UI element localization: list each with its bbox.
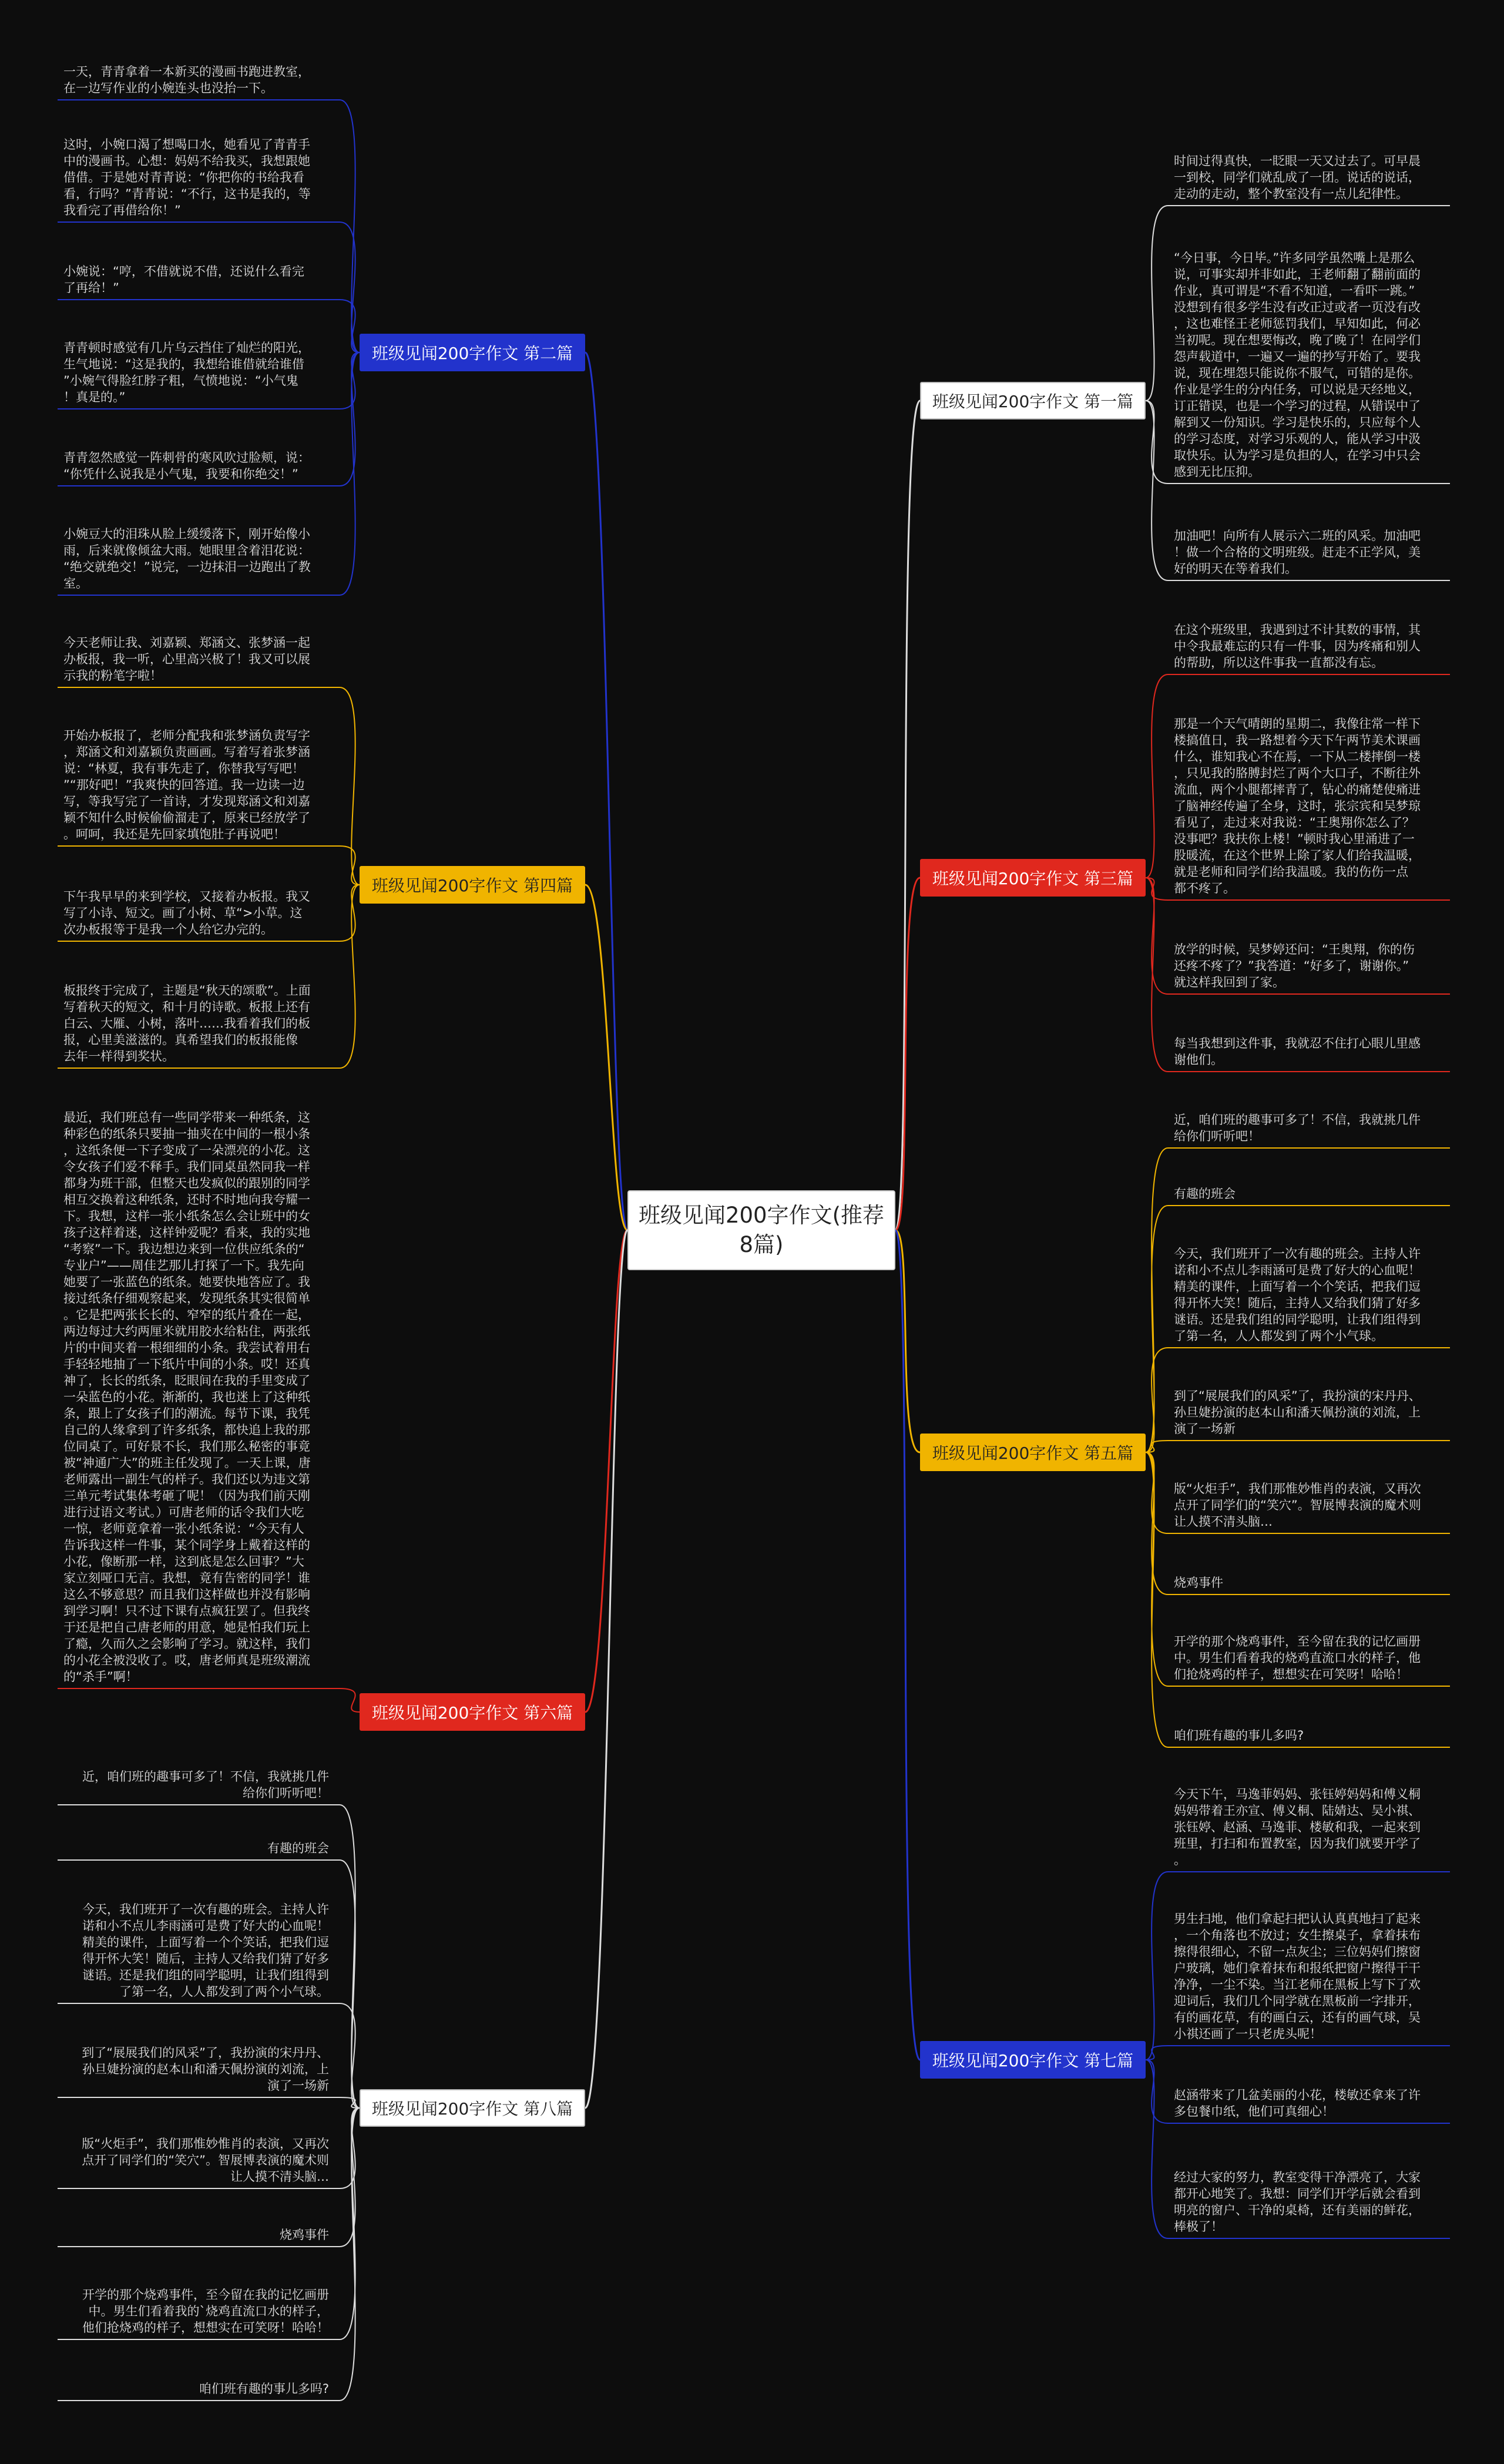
leaf-text: 下午我早早的来到学校，又接着办板报。我又 写了小诗、短文。画了小树、草“>小草。这 次办板报等于是我一个人给它办完的。	[63, 889, 310, 936]
leaf-text: 今天，我们班开了一次有趣的班会。主持人许 诺和小不点儿李雨涵可是费了好大的心血呢！ 精美的课件，上面写着一个个笑话，把我们逗 得开怀大笑！随后，主持人又给我们猜了好多 谜语。还是我们组的同学聪明，让我们组得到 了第一名，人人都发到了两个小气球。	[82, 1902, 329, 1999]
branch-b6[interactable]	[360, 1693, 585, 1731]
branch-b8[interactable]	[360, 2089, 585, 2127]
leaf-text: 到了“展展我们的风采”了，我扮演的宋丹丹、 孙旦婕扮演的赵本山和潘天佩扮演的刘流，上 演了一场新	[82, 2046, 329, 2093]
leaf-text: 有趣的班会	[267, 1841, 329, 1855]
leaf-text: 今天下午，马逸菲妈妈、张钰婷妈妈和傅义桐 妈妈带着王亦宣、傅义桐、陆婧达、吴小祺、 张钰婷、赵涵、马逸菲、楼敏和我，一起来到 班里，打扫和布置教室，因为我们就要开学了 。	[1174, 1787, 1421, 1867]
branch-b1[interactable]	[920, 382, 1146, 419]
connector-line	[585, 353, 627, 1230]
branch-b5[interactable]	[920, 1434, 1146, 1471]
leaf-text: 烧鸡事件	[280, 2228, 329, 2242]
leaf-text: 烧鸡事件	[1174, 1576, 1223, 1590]
branch-b7[interactable]	[920, 2041, 1146, 2079]
leaf-text: 今天，我们班开了一次有趣的班会。主持人许 诺和小不点儿李雨涵可是费了好大的心血呢！ 精美的课件，上面写着一个个笑话，把我们逗 得开怀大笑！随后，主持人又给我们猜了好多 谜语。还是我们组的同学聪明，让我们组得到 了第一名，人人都发到了两个小气球。	[1174, 1247, 1421, 1343]
leaf-text: 开学的那个烧鸡事件，至今留在我的记忆画册 中。男生们看着我的`烧鸡直流口水的样子， 他们抢烧鸡的样子，想想实在可笑呀！哈哈！	[82, 2288, 329, 2335]
branch-label: 班级见闻200字作文 第七篇	[932, 2051, 1134, 2070]
leaf-text: 一天，青青拿着一本新买的漫画书跑进教室， 在一边写作业的小婉连头也没抬一下。	[63, 65, 310, 95]
leaf-text: 经过大家的努力，教室变得干净漂亮了，大家 都开心地笑了。我想：同学们开学后就会看到 明亮的窗户、干净的桌椅，还有美丽的鲜花， 棒极了！	[1174, 2170, 1421, 2234]
connector-line	[58, 1688, 360, 1712]
leaf-text: 开始办板报了，老师分配我和张梦涵负责写字 ，郑涵文和刘嘉颖负责画画。写着写着张梦涵 说：“林夏，我有事先走了，你替我写写吧！ ”“那好吧！”我爽快的回答道。我一边读一边 写，等我写完了一首诗，才发现郑涵文和刘嘉 颖不知什么时候偷偷溜走了，原来已经放学了 。呵呵，我还是先回家填饱肚子再说吧！	[63, 729, 310, 841]
leaf-text: 那是一个天气晴朗的星期二，我像往常一样下 楼搞值日，我一路想着今天下午两节美术课画 什么，谁知我心不在焉，一下从二楼摔倒一楼 ，只见我的胳膊封烂了两个大口子，不断往外 流血，两个小腿都摔青了，钻心的痛楚使痛进 了脑神经传遍了全身，这时，张宗宾和吴梦琼 看见了，走过来对我说：“王奥翔你怎么了？ 没事吧？我扶你上楼！”顿时我心里涌进了一 股暖流，在这个世界上除了家人们给我温暖， 就是老师和同学们给我温暖。我的伤伤一点 都不疼了。	[1174, 717, 1421, 895]
leaf-text: 在这个班级里，我遇到过不计其数的事情，其 中令我最难忘的只有一件事，因为疼痛和别人 的帮助，所以这件事我一直都没有忘。	[1174, 623, 1421, 670]
connector-line	[895, 1230, 920, 2060]
connector-line	[895, 878, 920, 1230]
branch-label: 班级见闻200字作文 第八篇	[371, 2099, 573, 2119]
leaf-text: 加油吧！向所有人展示六二班的风采。加油吧 ！做一个合格的文明班级。赶走不正学风，美 好的明天在等着我们。	[1174, 529, 1421, 576]
connector-line	[585, 1230, 627, 2108]
branch-label: 班级见闻200字作文 第一篇	[932, 392, 1134, 411]
connector-line	[58, 846, 360, 885]
leaf-text: 青青忽然感觉一阵刺骨的寒风吹过脸颊，说： “你凭什么说我是小气鬼，我要和你绝交！”	[63, 451, 310, 481]
leaf-text: 近，咱们班的趣事可多了！不信，我就挑几件 给你们听听吧！	[1174, 1113, 1421, 1143]
branch-b4[interactable]	[360, 866, 585, 904]
branch-label: 班级见闻200字作文 第五篇	[932, 1444, 1134, 1463]
leaf-text: 青青顿时感觉有几片乌云挡住了灿烂的阳光， 生气地说：“这是我的，我想给谁借就给谁借 ”小婉气得脸红脖子粗，气愤地说：“小气鬼 ！真是的。”	[63, 341, 310, 404]
leaf-text: 男生扫地，他们拿起扫把认认真真地扫了起来 ，一个角落也不放过；女生擦桌子，拿着抹布 擦得很细心，不留一点灰尘；三位妈妈们擦窗 户玻璃，她们拿着抹布和报纸把窗户擦得干干 净净，一尘不染。当江老师在黑板上写下了欢 迎词后，我们几个同学就在黑板前一字排开， 有的画花草，有的画白云，还有的画气球，吴 小祺还画了一只老虎头呢！	[1174, 1912, 1421, 2041]
connector-line	[895, 1230, 920, 1452]
leaf-text: 到了“展展我们的风采”了，我扮演的宋丹丹、 孙旦婕扮演的赵本山和潘天佩扮演的刘流，上 演了一场新	[1174, 1389, 1421, 1436]
leaf-text: 版“火炬手”，我们那惟妙惟肖的表演，又再次 点开了同学们的“笑穴”。智展博表演的魔术则 让人摸不清头脑…	[1174, 1482, 1421, 1529]
leaf-text: 最近，我们班总有一些同学带来一种纸条，这 种彩色的纸条只要抽一抽夹在中间的一根小条 ，这纸条便一下子变成了一朵漂亮的小花。这 令女孩子们爱不释手。我们同桌虽然同我一样 都身为班干部，但整天也发疯似的跟别的同学 相互交换着这种纸条，还时不时地向我夸耀一 下。我想，这样一张小纸条怎么会让班中的女 孩子这样着迷，这样钟爱呢？看来，我的实地 “考察”一下。我边想边来到一位供应纸条的“ 专业户”——周佳艺那儿打探了一下。我先向 她要了一张蓝色的纸条。她要快地答应了。我 接过纸条仔细观察起来，发现纸条其实很简单 。它是把两张长长的、窄窄的纸片叠在一起， 两边每过大约两厘米就用胶水给粘住，两张纸 片的中间夹着一根细细的小条。我尝试着用右 手轻轻地抽了一下纸片中间的小条。哎！还真 神了，长长的纸条，眨眼间在我的手里变成了 一朵蓝色的小花。渐渐的，我也迷上了这种纸 条，跟上了女孩子们的潮流。每节下课，我凭 自己的人缘拿到了许多纸条，都快追上我的那 位同桌了。可好景不长，我们那么秘密的事竟 被“神通广大”的班主任发现了。一天上课，唐 老师露出一副生气的样子。我们还以为违文第 三单元考试集体考砸了呢！（因为我们前天刚 进行过语文考试。）可唐老师的话令我们大吃 一惊，老师竟拿着一张小纸条说：“今天有人 告诉我这样一件事，某个同学身上戴着这样的 小花，像断那一样，这到底是怎么回事？”大 家立刻哑口无言。我想，竟有告密的同学！谁 这么不够意思？而且我们这样做也并没有影响 到学习啊！只不过下课有点疯狂罢了。但我终 于还是把自己唐老师的用意，她是怕我们玩上 了瘾，久而久之会影响了学习。就这样，我们 的小花全被没收了。哎，唐老师真是班级潮流 的“杀手”啊！	[63, 1110, 311, 1684]
leaf-text: 这时，小婉口渴了想喝口水，她看见了青青手 中的漫画书。心想：妈妈不给我买，我想跟她 借借。于是她对青青说：“你把你的书给我看 看，行吗？”青青说：“不行，这书是我的，等 我看完了再借给你！”	[63, 137, 311, 217]
leaf-text: 近，咱们班的趣事可多了！不信，我就挑几件 给你们听听吧！	[82, 1770, 329, 1800]
leaf-text: 时间过得真快，一眨眼一天又过去了。可早晨 一到校，同学们就乱成了一团。说话的说话， 走动的走动，整个教室没有一点儿纪律性。	[1174, 154, 1421, 201]
branch-label: 班级见闻200字作文 第四篇	[371, 876, 573, 895]
connector-line	[895, 401, 920, 1230]
branch-label: 班级见闻200字作文 第六篇	[371, 1703, 573, 1723]
leaf-text: 有趣的班会	[1174, 1187, 1236, 1201]
central-topic[interactable]: 班级见闻200字作文(推荐8篇)	[627, 1190, 895, 1270]
connector-line	[585, 1230, 627, 1712]
leaf-text: 小婉豆大的泪珠从脸上缓缓落下，刚开始像小 雨，后来就像倾盆大雨。她眼里含着泪花说： “绝交就绝交！”说完，一边抹泪一边跑出了教 室。	[63, 527, 311, 590]
leaf-text: 小婉说：“哼，不借就说不借，还说什么看完 了再给！”	[63, 264, 304, 295]
leaf-text: 赵涵带来了几盆美丽的小花，楼敏还拿来了许 多包餐巾纸，他们可真细心！	[1174, 2088, 1421, 2119]
branch-label: 班级见闻200字作文 第二篇	[371, 344, 573, 363]
connector-line	[1146, 2046, 1450, 2060]
leaf-text: 版“火炬手”，我们那惟妙惟肖的表演，又再次 点开了同学们的“笑穴”。智展博表演的魔术则 让人摸不清头脑…	[82, 2137, 329, 2184]
leaf-text: 今天老师让我、刘嘉颖、郑涵文、张梦涵一起 办板报，我一听，心里高兴极了！我又可以展 示我的粉笔字啦！	[63, 636, 310, 683]
leaf-text: “今日事，今日毕。”许多同学虽然嘴上是那么 说，可事实却并非如此，王老师翻了翻前面的 作业，真可谓是“不看不知道，一看吓一跳。” 没想到有很多学生没有改正过或者一页没有改 ，这也难怪王老师惩罚我们，早知如此，何必 当初呢。现在想要悔改，晚了晚了！在同学们 怨声载道中，一遍又一遍的抄写开始了。要我 说，现在埋怨只能说你不服气，可错的是你。 作业是学生的分内任务，可以说是天经地义， 订正错误，也是一个学习的过程，从错误中了 解到又一份知识。学习是快乐的，只应每个人 的学习态度，对学习乐观的人，能从学习中汲 取快乐。认为学习是负担的人，在学习中只会 感到无比压抑。	[1174, 251, 1421, 479]
leaf-text: 咱们班有趣的事儿多吗?	[199, 2382, 329, 2396]
connector-line	[58, 2097, 360, 2108]
leaf-text: 板报终于完成了，主题是“秋天的颂歌”。上面 写着秋天的短文，和十月的诗歌。板报上还有 白云、大雁、小树，落叶……我看着我们的板 报，心里美滋滋的。真希望我们的板报能像 去年一样得到奖状。	[63, 983, 311, 1063]
leaf-text: 每当我想到这件事，我就忍不住打心眼儿里感 谢他们。	[1174, 1036, 1421, 1067]
leaf-text: 开学的那个烧鸡事件，至今留在我的记忆画册 中。男生们看着我的烧鸡直流口水的样子，他 们抢烧鸡的样子，想想实在可笑呀！哈哈！	[1174, 1634, 1421, 1681]
leaf-text: 放学的时候，吴梦婷还问：“王奥翔，你的伤 还疼不疼了？”我答道：“好多了，谢谢你。” 就这样我回到了家。	[1174, 942, 1415, 989]
branch-b3[interactable]	[920, 859, 1146, 897]
leaf-text: 咱们班有趣的事儿多吗?	[1174, 1728, 1304, 1743]
connector-line	[1146, 1441, 1450, 1452]
branch-label: 班级见闻200字作文 第三篇	[932, 869, 1134, 888]
branch-b2[interactable]	[360, 334, 585, 371]
